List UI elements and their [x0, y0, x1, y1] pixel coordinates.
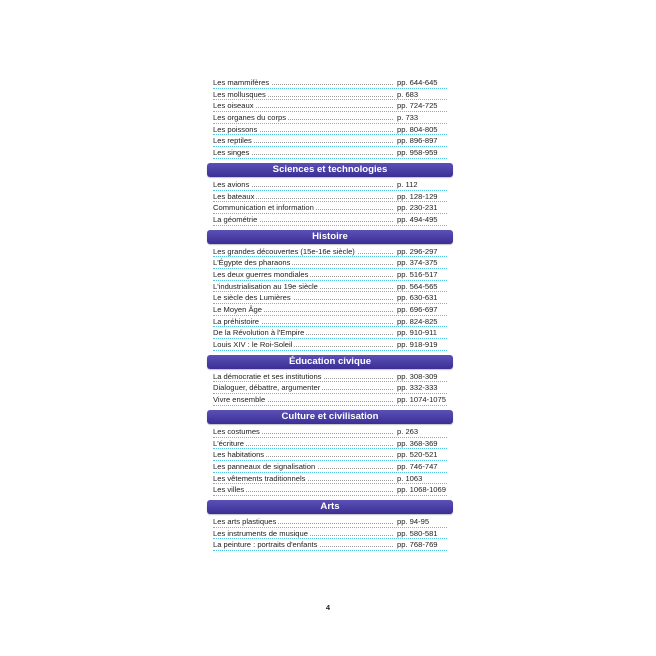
- entry-label: Les poissons: [213, 124, 258, 134]
- entry-label: La préhistoire: [213, 316, 260, 326]
- entry-pages: pp. 374-375: [397, 258, 438, 268]
- index-entry[interactable]: [207, 371, 453, 383]
- index-entry[interactable]: [207, 124, 453, 136]
- index-section: [207, 163, 453, 226]
- index-entry[interactable]: [207, 179, 453, 191]
- entry-pages: pp. 564-565: [397, 281, 438, 291]
- entry-pages: pp. 368-369: [397, 438, 438, 448]
- top-entry-list: [207, 77, 453, 159]
- entry-label: De la Révolution à l'Empire: [213, 328, 305, 338]
- entry-pages: pp. 1068-1069: [397, 485, 446, 495]
- entry-pages: pp. 918-919: [397, 340, 438, 350]
- index-entry[interactable]: [207, 77, 453, 89]
- entry-separator: [213, 550, 447, 551]
- index-entry[interactable]: [207, 528, 453, 540]
- index-entry[interactable]: [207, 438, 453, 450]
- entry-label: Communication et information: [213, 203, 314, 213]
- section-header: Histoire: [207, 230, 453, 244]
- section-header: Culture et civilisation: [207, 410, 453, 424]
- index-entry[interactable]: [207, 449, 453, 461]
- entry-label: Les organes du corps: [213, 113, 287, 123]
- entry-label: Louis XIV : le Roi-Soleil: [213, 340, 293, 350]
- entry-pages: pp. 896-897: [397, 136, 438, 146]
- entry-label: Les mammifères: [213, 78, 270, 87]
- entry-label: Les avions: [213, 179, 250, 189]
- entry-pages: pp. 296-297: [397, 246, 438, 256]
- page-number: 4: [325, 603, 331, 612]
- entry-label: Les grandes découvertes (15e-16e siècle): [213, 246, 355, 256]
- entry-pages: pp. 804-805: [397, 124, 438, 134]
- entry-pages: pp. 520-521: [397, 450, 438, 460]
- entry-pages: p. 112: [397, 179, 418, 189]
- entry-label: La peinture : portraits d'enfants: [213, 540, 318, 550]
- entry-separator: [213, 350, 447, 351]
- entry-label: Les vêtements traditionnels: [213, 473, 306, 483]
- entry-pages: pp. 494-495: [397, 214, 438, 224]
- index-entry[interactable]: [207, 246, 453, 258]
- entry-label: Les habitations: [213, 450, 265, 460]
- index-entry[interactable]: [207, 269, 453, 281]
- entry-label: Les costumes: [213, 426, 260, 436]
- entry-label: Les reptiles: [213, 136, 252, 146]
- entry-pages: p. 1063: [397, 473, 423, 483]
- index-entry[interactable]: [207, 516, 453, 528]
- index-entry[interactable]: [207, 112, 453, 124]
- entry-label: L'écriture: [213, 438, 244, 448]
- entry-pages: pp. 630-631: [397, 293, 438, 303]
- entry-label: Le Moyen Âge: [213, 305, 262, 314]
- index-entry[interactable]: [207, 484, 453, 496]
- index-entry[interactable]: [207, 147, 453, 159]
- index-entry[interactable]: [207, 426, 453, 438]
- entry-label: Les panneaux de signalisation: [213, 461, 316, 471]
- index-entry[interactable]: [207, 214, 453, 226]
- index-entry[interactable]: [207, 292, 453, 304]
- index-entry[interactable]: [207, 257, 453, 269]
- entry-pages: p. 683: [397, 89, 419, 99]
- entry-pages: pp. 580-581: [397, 528, 438, 538]
- index-entry[interactable]: [207, 100, 453, 112]
- index-section: [207, 500, 453, 551]
- index-entry[interactable]: [207, 473, 453, 485]
- entry-label: L'industrialisation au 19e siècle: [213, 281, 318, 291]
- entry-separator: [213, 225, 447, 226]
- entry-pages: pp. 230-231: [397, 203, 438, 213]
- index-section: [207, 355, 453, 406]
- entry-separator: [213, 158, 447, 159]
- entry-label: Les mollusques: [213, 89, 266, 99]
- index-entry[interactable]: [207, 202, 453, 214]
- index-entry[interactable]: [207, 382, 453, 394]
- entry-pages: pp. 94-95: [397, 516, 430, 526]
- entry-pages: pp. 724-725: [397, 101, 438, 111]
- entry-label: Les bateaux: [213, 191, 255, 201]
- entry-label: Dialoguer, débattre, argumenter: [213, 383, 321, 393]
- index-entry[interactable]: [207, 339, 453, 351]
- entry-label: Vivre ensemble: [213, 395, 266, 405]
- entry-label: Les arts plastiques: [213, 516, 277, 526]
- entry-pages: pp. 910-911: [397, 328, 437, 338]
- entry-pages: pp. 824-825: [397, 316, 438, 326]
- index-entry[interactable]: [207, 281, 453, 293]
- index-section: [207, 230, 453, 351]
- entry-pages: pp. 128-129: [397, 191, 438, 201]
- entry-label: Les deux guerres mondiales: [213, 269, 309, 279]
- index-entry[interactable]: [207, 304, 453, 316]
- index-entry[interactable]: [207, 539, 453, 551]
- entry-label: L'Égypte des pharaons: [213, 258, 291, 268]
- entry-pages: pp. 696-697: [397, 305, 438, 314]
- entry-pages: p. 263: [397, 426, 419, 436]
- entry-label: La géométrie: [213, 214, 258, 224]
- entry-pages: pp. 644-645: [397, 78, 438, 87]
- index-entry[interactable]: [207, 316, 453, 328]
- entry-label: Les instruments de musique: [213, 528, 308, 538]
- entry-pages: pp. 768-769: [397, 540, 438, 550]
- entry-separator: [213, 495, 447, 496]
- entry-pages: pp. 332-333: [397, 383, 438, 393]
- entry-pages: p. 733: [397, 113, 419, 123]
- index-entry[interactable]: [207, 89, 453, 101]
- section-header: Arts: [207, 500, 453, 514]
- index-column: [207, 77, 453, 551]
- entry-pages: pp. 746-747: [397, 461, 438, 471]
- entry-label: Le siècle des Lumières: [213, 293, 291, 303]
- entry-pages: pp. 958-959: [397, 148, 438, 158]
- index-entry[interactable]: [207, 461, 453, 473]
- index-section: [207, 410, 453, 496]
- entry-pages: pp. 308-309: [397, 371, 438, 381]
- entry-pages: pp. 1074-1075: [397, 395, 446, 405]
- section-list: [207, 163, 453, 551]
- index-entry[interactable]: [207, 327, 453, 339]
- section-header: Sciences et technologies: [207, 163, 453, 177]
- entry-separator: [213, 405, 447, 406]
- index-entry[interactable]: [207, 394, 453, 406]
- entry-label: Les villes: [213, 485, 245, 495]
- entry-label: Les oiseaux: [213, 101, 254, 111]
- section-header: Éducation civique: [207, 355, 453, 369]
- index-entry[interactable]: [207, 135, 453, 147]
- index-entry[interactable]: [207, 191, 453, 203]
- entry-label: Les singes: [213, 148, 250, 158]
- entry-label: La démocratie et ses institutions: [213, 371, 322, 381]
- entry-pages: pp. 516-517: [397, 269, 438, 279]
